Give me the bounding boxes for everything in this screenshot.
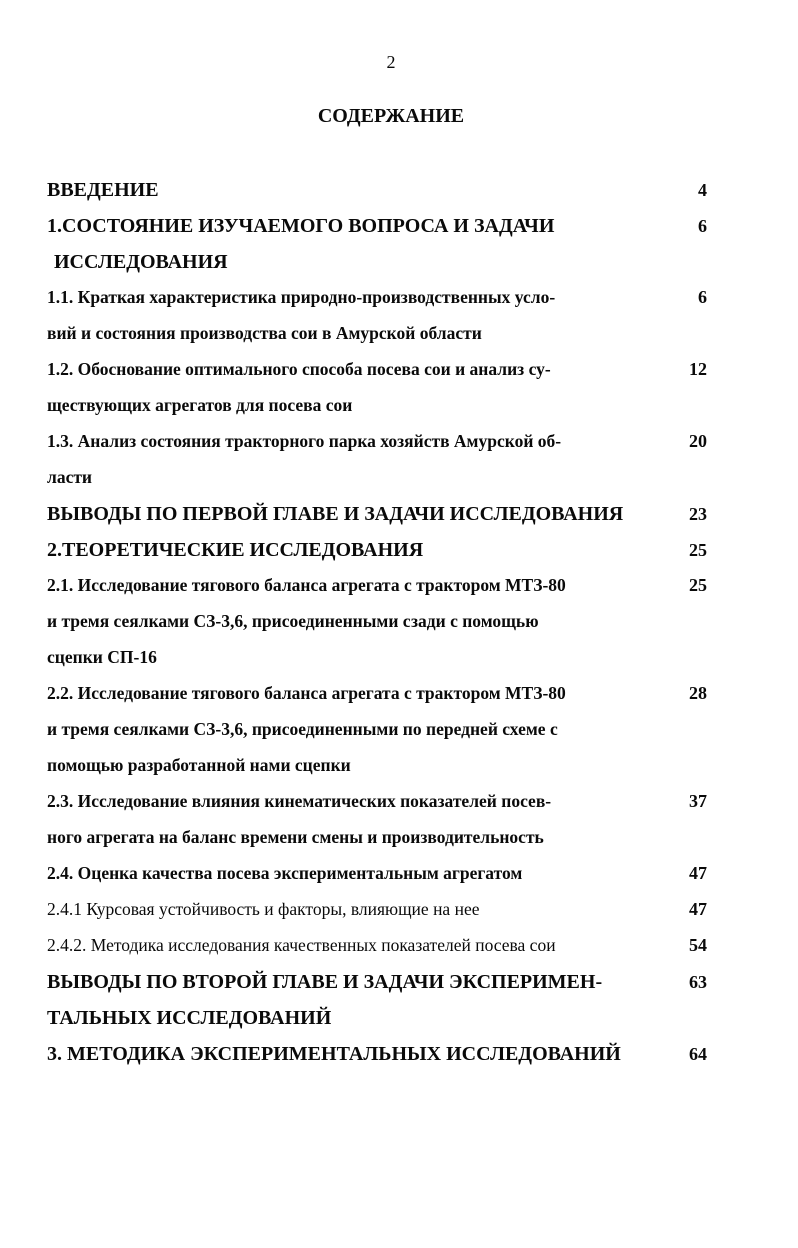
- toc-entry-text: [47, 1040, 667, 1076]
- toc-entry-section-1-1[interactable]: [47, 284, 727, 356]
- toc-entry-page: 54: [689, 935, 707, 955]
- toc-entry-line: 2.4. Оценка качества посева экспериментальным агрегатом: [47, 863, 523, 883]
- toc-entry-line: помощью разработанной нами сцепки: [47, 755, 351, 775]
- toc-entry-line: 2.2. Исследование тягового баланса агрегата с трактором МТЗ-80: [47, 683, 566, 703]
- toc-entry-section-1-3[interactable]: [47, 428, 727, 500]
- toc-entry-page: 12: [689, 359, 707, 379]
- toc-entry-section-2-4-2[interactable]: [47, 932, 727, 968]
- toc-entry-chapter-2[interactable]: [47, 536, 727, 572]
- toc-entry-text: [47, 968, 667, 1040]
- toc-entry-page: 28: [689, 683, 707, 703]
- toc-entry-text: [47, 428, 667, 500]
- toc-entry-line: ного агрегата на баланс времени смены и производительность: [47, 827, 544, 847]
- table-of-contents: [47, 176, 727, 1076]
- toc-entry-conclusions-chapter-1[interactable]: [47, 500, 727, 536]
- toc-entry-page: 23: [689, 504, 707, 524]
- toc-entry-text: [47, 788, 667, 860]
- toc-entry-section-2-1[interactable]: [47, 572, 727, 680]
- toc-entry-line: 2.4.2. Методика исследования качественных показателей посева сои: [47, 935, 556, 955]
- toc-entry-section-2-2[interactable]: [47, 680, 727, 788]
- toc-entry-chapter-3[interactable]: [47, 1040, 727, 1076]
- toc-entry-line: вий и состояния производства сои в Амурской области: [47, 323, 482, 343]
- toc-entry-line: ВЫВОДЫ ПО ВТОРОЙ ГЛАВЕ И ЗАДАЧИ ЭКСПЕРИМЕН-: [47, 971, 603, 993]
- toc-entry-text: [47, 572, 667, 680]
- toc-entry-page: 6: [698, 216, 707, 236]
- toc-entry-line: 1.2. Обоснование оптимального способа посева сои и анализ су-: [47, 359, 551, 379]
- toc-entry-line: 2.ТЕОРЕТИЧЕСКИЕ ИССЛЕДОВАНИЯ: [47, 539, 424, 561]
- toc-entry-text: [47, 536, 667, 572]
- toc-entry-page: 25: [689, 540, 707, 560]
- toc-entry-page: 47: [689, 899, 707, 919]
- toc-entry-line: ТАЛЬНЫХ ИССЛЕДОВАНИЙ: [47, 1007, 332, 1029]
- toc-entry-section-2-4[interactable]: [47, 860, 727, 896]
- toc-entry-page: 64: [689, 1044, 707, 1064]
- page-number: 2: [386, 52, 396, 72]
- toc-entry-page: 20: [689, 431, 707, 451]
- toc-entry-text: [47, 860, 667, 896]
- toc-entry-page: 37: [689, 791, 707, 811]
- toc-entry-line: 1.СОСТОЯНИЕ ИЗУЧАЕМОГО ВОПРОСА И ЗАДАЧИ: [47, 215, 555, 237]
- toc-entry-line: и тремя сеялками СЗ-3,6, присоединенными по передней схеме с: [47, 719, 558, 739]
- toc-entry-line: и тремя сеялками СЗ-3,6, присоединенными сзади с помощью: [47, 611, 539, 631]
- toc-entry-text: [47, 356, 667, 428]
- toc-entry-text: [47, 212, 667, 284]
- toc-entry-page: 25: [689, 575, 707, 595]
- toc-entry-line: ласти: [47, 467, 93, 487]
- toc-entry-introduction[interactable]: [47, 176, 727, 212]
- toc-entry-text: [47, 176, 667, 212]
- toc-entry-line: 2.1. Исследование тягового баланса агрегата с трактором МТЗ-80: [47, 575, 566, 595]
- toc-entry-text: [47, 896, 667, 932]
- toc-entry-line: ВЫВОДЫ ПО ПЕРВОЙ ГЛАВЕ И ЗАДАЧИ ИССЛЕДОВАНИЯ: [47, 503, 624, 525]
- toc-entry-line: ИССЛЕДОВАНИЯ: [54, 251, 228, 273]
- toc-entry-text: [47, 284, 667, 356]
- toc-entry-chapter-1[interactable]: [47, 212, 727, 284]
- toc-entry-text: [47, 680, 667, 788]
- toc-entry-section-2-3[interactable]: [47, 788, 727, 860]
- toc-entry-line: 3. МЕТОДИКА ЭКСПЕРИМЕНТАЛЬНЫХ ИССЛЕДОВАНИЙ: [47, 1043, 621, 1065]
- toc-entry-page: 47: [689, 863, 707, 883]
- toc-entry-line: ВВЕДЕНИЕ: [47, 179, 159, 201]
- page-title: СОДЕРЖАНИЕ: [317, 105, 465, 127]
- toc-entry-text: [47, 932, 667, 968]
- toc-entry-line: 2.3. Исследование влияния кинематических показателей посев-: [47, 791, 552, 811]
- toc-entry-line: 1.3. Анализ состояния тракторного парка хозяйств Амурской об-: [47, 431, 562, 451]
- toc-entry-page: 4: [698, 180, 707, 200]
- toc-entry-line: 2.4.1 Курсовая устойчивость и факторы, влияющие на нее: [47, 899, 480, 919]
- toc-entry-line: ществующих агрегатов для посева сои: [47, 395, 353, 415]
- toc-entry-text: [47, 500, 667, 536]
- toc-entry-line: 1.1. Краткая характеристика природно-производственных усло-: [47, 287, 556, 307]
- toc-entry-line: сцепки СП-16: [47, 647, 157, 667]
- toc-entry-page: 6: [698, 287, 707, 307]
- toc-entry-page: 63: [689, 972, 707, 992]
- toc-entry-section-1-2[interactable]: [47, 356, 727, 428]
- toc-entry-section-2-4-1[interactable]: [47, 896, 727, 932]
- toc-entry-conclusions-chapter-2[interactable]: [47, 968, 727, 1040]
